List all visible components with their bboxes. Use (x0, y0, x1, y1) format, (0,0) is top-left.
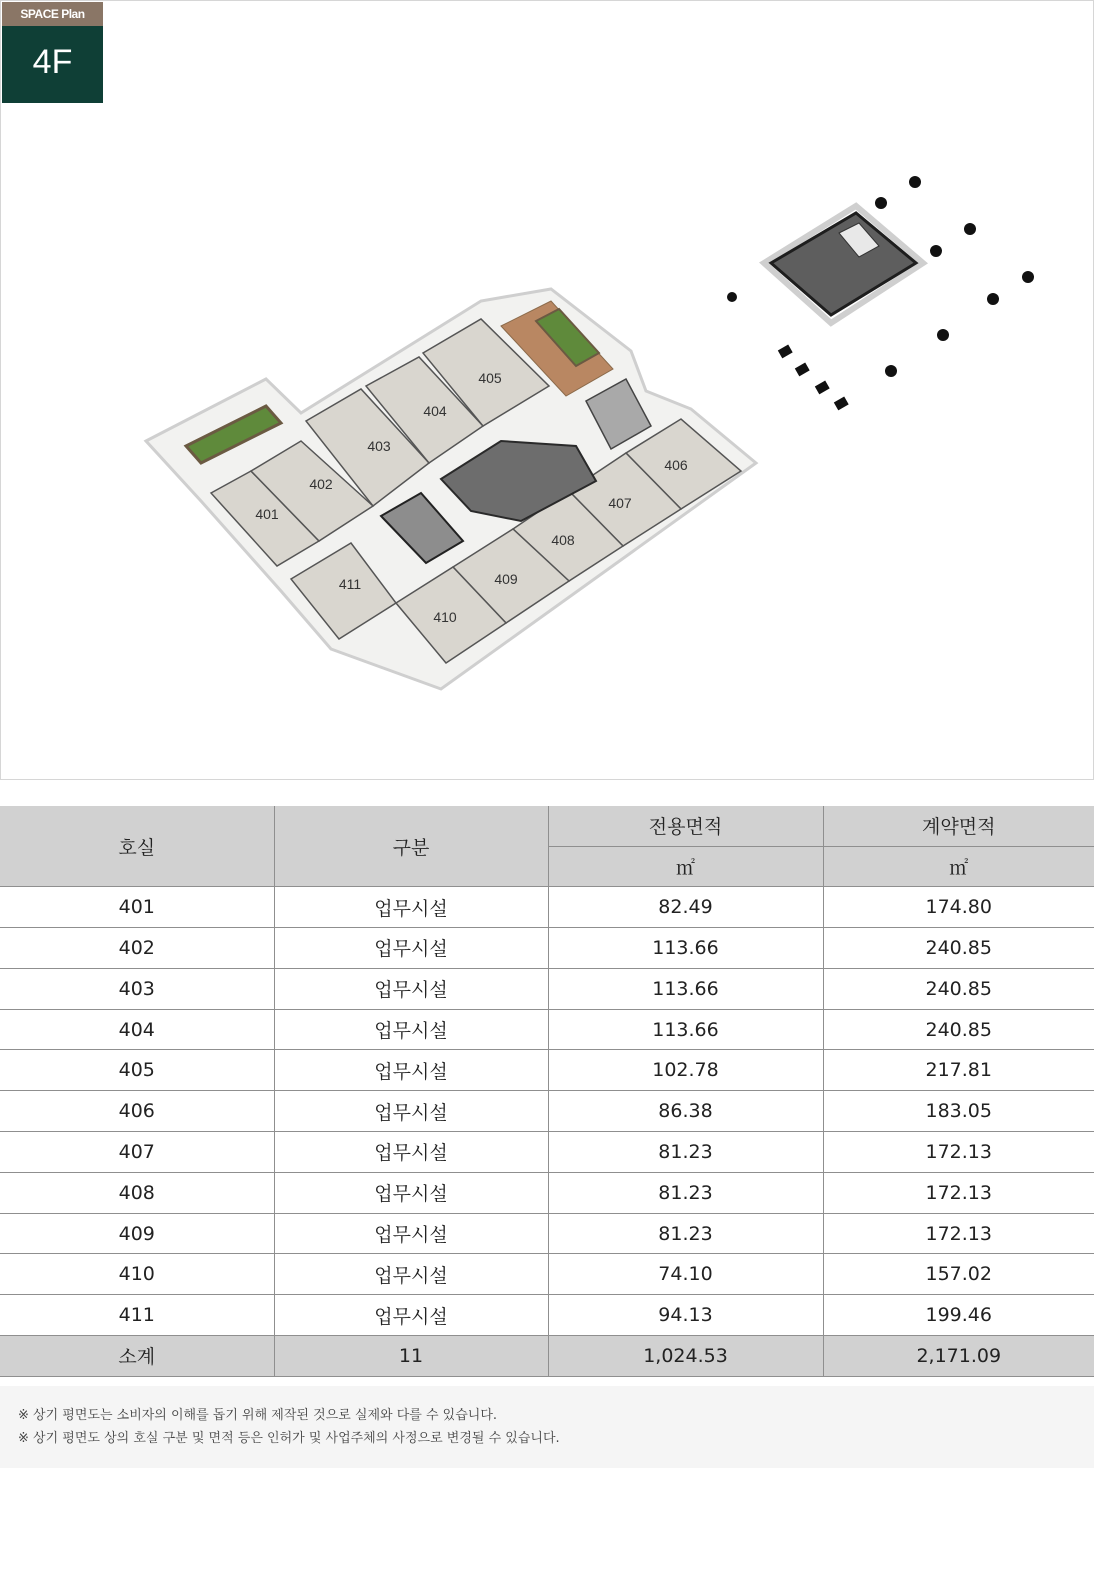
room-label-402: 402 (309, 476, 333, 492)
cell-category: 업무시설 (274, 1295, 548, 1336)
cell-exclusive: 81.23 (548, 1172, 823, 1213)
cell-category: 업무시설 (274, 887, 548, 928)
cell-category: 업무시설 (274, 1091, 548, 1132)
key-map (727, 176, 1034, 410)
floor-badge: 4F (2, 26, 103, 103)
cell-category: 업무시설 (274, 1009, 548, 1050)
cell-contract: 240.85 (823, 928, 1094, 969)
room-label-408: 408 (551, 532, 575, 548)
cell-contract: 217.81 (823, 1050, 1094, 1091)
cell-category: 업무시설 (274, 1254, 548, 1295)
cell-exclusive: 82.49 (548, 887, 823, 928)
header-category: 구분 (274, 806, 548, 887)
cell-exclusive: 113.66 (548, 1009, 823, 1050)
cell-category: 업무시설 (274, 1132, 548, 1173)
cell-category: 업무시설 (274, 928, 548, 969)
room-label-401: 401 (255, 506, 279, 522)
room-label-410: 410 (433, 609, 457, 625)
notes-box (0, 1386, 1094, 1468)
table-row (0, 968, 1094, 1009)
cell-exclusive: 94.13 (548, 1295, 823, 1336)
cell-contract: 157.02 (823, 1254, 1094, 1295)
table-row (0, 1050, 1094, 1091)
cell-room: 401 (0, 887, 274, 928)
cell-exclusive: 74.10 (548, 1254, 823, 1295)
floor-plan-illustration (1, 1, 1095, 781)
cell-contract: 172.13 (823, 1172, 1094, 1213)
cell-room: 402 (0, 928, 274, 969)
total-room: 소계 (0, 1336, 274, 1377)
table-total-row (0, 1336, 1094, 1377)
room-label-404: 404 (423, 403, 447, 419)
cell-room: 408 (0, 1172, 274, 1213)
cell-category: 업무시설 (274, 968, 548, 1009)
table-row (0, 1254, 1094, 1295)
header-contract-unit: ㎡ (823, 846, 1094, 887)
cell-room: 410 (0, 1254, 274, 1295)
cell-contract: 172.13 (823, 1132, 1094, 1173)
cell-contract: 174.80 (823, 887, 1094, 928)
room-label-409: 409 (494, 571, 518, 587)
note-1: ※ 상기 평면도는 소비자의 이해를 돕기 위해 제작된 것으로 실제와 다를 수 있습니다. (18, 1408, 498, 1423)
table-row (0, 1213, 1094, 1254)
cell-room: 409 (0, 1213, 274, 1254)
room-label-406: 406 (664, 457, 688, 473)
room-label-407: 407 (608, 495, 632, 511)
floor-plan-frame (0, 0, 1094, 780)
cell-contract: 199.46 (823, 1295, 1094, 1336)
cell-room: 406 (0, 1091, 274, 1132)
cell-contract: 240.85 (823, 968, 1094, 1009)
table-row (0, 1091, 1094, 1132)
cell-exclusive: 86.38 (548, 1091, 823, 1132)
header-exclusive-unit: ㎡ (548, 846, 823, 887)
space-plan-tag: SPACE Plan (2, 2, 103, 26)
cell-category: 업무시설 (274, 1172, 548, 1213)
cell-contract: 183.05 (823, 1091, 1094, 1132)
cell-exclusive: 102.78 (548, 1050, 823, 1091)
cell-room: 403 (0, 968, 274, 1009)
area-table (0, 806, 1094, 1377)
table-row (0, 928, 1094, 969)
cell-category: 업무시설 (274, 1213, 548, 1254)
cell-exclusive: 81.23 (548, 1132, 823, 1173)
total-contract: 2,171.09 (823, 1336, 1094, 1377)
total-category: 11 (274, 1336, 548, 1377)
cell-contract: 172.13 (823, 1213, 1094, 1254)
room-label-403: 403 (367, 438, 391, 454)
cell-exclusive: 113.66 (548, 968, 823, 1009)
cell-room: 405 (0, 1050, 274, 1091)
cell-exclusive: 113.66 (548, 928, 823, 969)
cell-room: 404 (0, 1009, 274, 1050)
room-label-405: 405 (478, 370, 502, 386)
note-2: ※ 상기 평면도 상의 호실 구분 및 면적 등은 인허가 및 사업주체의 사정으로 변경될 수 있습니다. (18, 1431, 560, 1446)
table-row (0, 1009, 1094, 1050)
header-exclusive-area: 전용면적 (548, 806, 823, 846)
room-label-411: 411 (338, 576, 362, 592)
cell-room: 407 (0, 1132, 274, 1173)
cell-category: 업무시설 (274, 1050, 548, 1091)
table-row (0, 1132, 1094, 1173)
table-row (0, 1295, 1094, 1336)
cell-room: 411 (0, 1295, 274, 1336)
table-row (0, 887, 1094, 928)
table-row (0, 1172, 1094, 1213)
cell-exclusive: 81.23 (548, 1213, 823, 1254)
header-room: 호실 (0, 806, 274, 887)
cell-contract: 240.85 (823, 1009, 1094, 1050)
header-contract-area: 계약면적 (823, 806, 1094, 846)
total-exclusive: 1,024.53 (548, 1336, 823, 1377)
